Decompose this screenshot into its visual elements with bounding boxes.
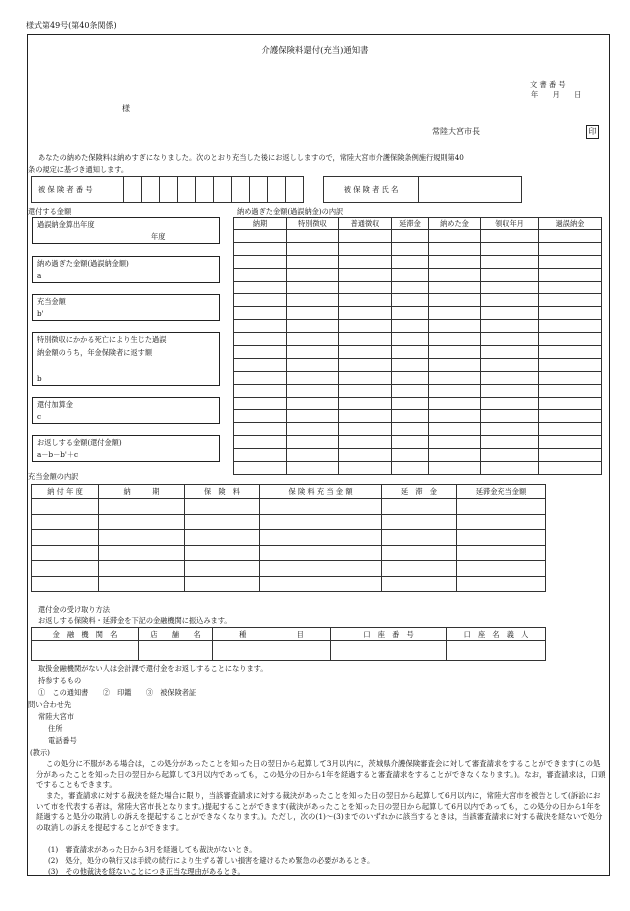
overpaid-cell[interactable] [392, 294, 429, 307]
intro-line-1: あなたの納めた保険料は納めすぎになりました。次のとおり充当した後にお返ししますので，常陸大宮市介護保険条例施行規則第40 [38, 153, 464, 162]
allocation-cell[interactable] [185, 530, 260, 546]
form-id: 様式第49号(第40条関係) [26, 21, 117, 30]
overpaid-cell[interactable] [339, 320, 392, 333]
allocation-cell[interactable] [382, 530, 457, 546]
intro-line-2: 条の規定に基づき通知します。 [28, 165, 129, 174]
insured-name-label: 被 保 険 者 氏 名 [324, 177, 419, 203]
overpaid-cell[interactable] [429, 436, 481, 449]
overpaid-cell[interactable] [481, 423, 539, 436]
overpaid-cell[interactable] [539, 307, 602, 320]
teaching-heading: (教示) [30, 748, 50, 757]
overpaid-cell[interactable] [539, 320, 602, 333]
column-header: 納 期 [99, 485, 185, 499]
lawsuit-paragraph: また，審査請求に対する裁決を経た場合に限り，当該審査請求に対する裁決があったことを知った日の翌日から起算して6月以内に，常陸大宮市を被告として(訴訟において市を代表する者は，常陸大宮市長となります。)提起することができます(裁決があったことを知った日の翌日から起算して6月以内であっても，この処分の日から1年を経過すると処分の取消しの訴えを提起することができなくなります。)。ただし，次の(1)～(3)までのいずれかに該当するときは，当該審査請求に対する裁決を経ないで処分の取消しの訴えを提起することができます。 [36, 791, 603, 832]
branch-name-field[interactable] [139, 641, 213, 661]
insured-number-digit[interactable] [250, 177, 268, 203]
overpaid-cell[interactable] [481, 462, 539, 475]
allocation-cell[interactable] [382, 576, 457, 592]
overpaid-cell[interactable] [481, 281, 539, 294]
issuer: 常陸大宮市長 [432, 127, 480, 136]
overpaid-cell[interactable] [339, 436, 392, 449]
overpaid-cell[interactable] [539, 268, 602, 281]
overpaid-cell[interactable] [234, 397, 287, 410]
overpaid-cell[interactable] [392, 371, 429, 384]
insured-number-digit[interactable] [268, 177, 286, 203]
overpaid-cell[interactable] [539, 346, 602, 359]
overpaid-cell[interactable] [287, 371, 339, 384]
overpaid-cell[interactable] [539, 384, 602, 397]
overpaid-cell[interactable] [392, 281, 429, 294]
column-header: 延 滞 金 [382, 485, 457, 499]
overpaid-cell[interactable] [234, 384, 287, 397]
allocation-cell[interactable] [99, 576, 185, 592]
overpaid-cell[interactable] [234, 294, 287, 307]
overpaid-cell[interactable] [539, 294, 602, 307]
overpaid-cell[interactable] [287, 423, 339, 436]
pension-return-label-1: 特別徴収にかかる死亡により生じた過誤 [37, 335, 167, 344]
overpaid-cell[interactable] [481, 397, 539, 410]
overpaid-cell[interactable] [429, 281, 481, 294]
overpaid-cell[interactable] [481, 255, 539, 268]
overpaid-cell[interactable] [287, 397, 339, 410]
overpaid-cell[interactable] [429, 294, 481, 307]
allocation-cell[interactable] [32, 545, 99, 561]
page-title: 介護保険料還付(充当)通知書 [261, 45, 369, 55]
overpaid-cell[interactable] [234, 307, 287, 320]
overpaid-cell[interactable] [339, 281, 392, 294]
overpaid-cell[interactable] [539, 230, 602, 243]
date-label: 年 月 日 [531, 90, 582, 99]
allocation-cell[interactable] [32, 514, 99, 530]
allocation-cell[interactable] [457, 530, 546, 546]
overpaid-cell[interactable] [481, 230, 539, 243]
overpaid-cell[interactable] [339, 294, 392, 307]
account-number-field[interactable] [331, 641, 447, 661]
overpaid-cell[interactable] [539, 242, 602, 255]
contact-phone: 電話番号 [48, 736, 77, 745]
account-type-field[interactable] [213, 641, 331, 661]
bank-table [31, 627, 546, 661]
overpaid-cell[interactable] [429, 423, 481, 436]
overpaid-cell[interactable] [539, 371, 602, 384]
overpaid-cell[interactable] [429, 230, 481, 243]
column-header: 保 険 料 充 当 金 額 [260, 485, 382, 499]
overpaid-cell[interactable] [339, 230, 392, 243]
receipt-heading: 還付金の受け取り方法 [38, 605, 110, 614]
allocation-cell[interactable] [185, 545, 260, 561]
insured-number-digit[interactable] [232, 177, 250, 203]
overpaid-cell[interactable] [392, 410, 429, 423]
overpaid-cell[interactable] [234, 423, 287, 436]
overpaid-cell[interactable] [234, 410, 287, 423]
overpaid-cell[interactable] [481, 268, 539, 281]
column-header: 店 舗 名 [139, 628, 213, 641]
overpaid-cell[interactable] [339, 268, 392, 281]
allocation-cell[interactable] [457, 576, 546, 592]
allocation-cell[interactable] [185, 576, 260, 592]
allocation-cell[interactable] [260, 576, 382, 592]
allocation-cell[interactable] [99, 499, 185, 515]
condition-1: (1) 審査請求があった日から3月を経過しても裁決がないとき。 [48, 845, 257, 854]
contact-address: 住所 [48, 724, 63, 733]
overpaid-cell[interactable] [339, 358, 392, 371]
contact-heading: 問い合わせ先 [28, 700, 72, 709]
overpaid-cell[interactable] [429, 397, 481, 410]
overpaid-cell[interactable] [429, 320, 481, 333]
column-header: 延滞金充当金額 [457, 485, 546, 499]
overpaid-cell[interactable] [392, 320, 429, 333]
overpaid-cell[interactable] [539, 397, 602, 410]
overpaid-cell[interactable] [339, 410, 392, 423]
insured-number-digit[interactable] [286, 177, 304, 203]
overpaid-cell[interactable] [539, 423, 602, 436]
overpaid-cell[interactable] [287, 281, 339, 294]
overpaid-cell[interactable] [392, 346, 429, 359]
overpaid-cell[interactable] [429, 242, 481, 255]
insured-number-digit[interactable] [178, 177, 196, 203]
overpaid-cell[interactable] [539, 436, 602, 449]
overpaid-cell[interactable] [539, 449, 602, 462]
condition-2: (2) 処分，処分の執行又は手続の続行により生ずる著しい損害を避けるため緊急の必要があるとき。 [48, 856, 375, 865]
overpaid-cell[interactable] [234, 436, 287, 449]
column-header: 普通徴収 [339, 218, 392, 230]
overpaid-cell[interactable] [429, 410, 481, 423]
overpaid-cell[interactable] [339, 346, 392, 359]
insured-number-label: 被 保 険 者 番 号 [32, 177, 124, 203]
overpaid-cell[interactable] [339, 397, 392, 410]
refund-year-label: 過誤納金算出年度 [37, 220, 95, 229]
overpaid-cell[interactable] [339, 333, 392, 346]
overpaid-cell[interactable] [481, 320, 539, 333]
column-header: 延滞金 [392, 218, 429, 230]
overpaid-cell[interactable] [234, 371, 287, 384]
overpaid-cell[interactable] [481, 410, 539, 423]
column-header: 領収年月 [481, 218, 539, 230]
overpaid-cell[interactable] [429, 346, 481, 359]
insured-number-digit[interactable] [142, 177, 160, 203]
overpaid-cell[interactable] [429, 371, 481, 384]
refund-year-box[interactable] [32, 217, 220, 244]
allocation-cell[interactable] [457, 514, 546, 530]
overpaid-cell[interactable] [339, 449, 392, 462]
allocation-cell[interactable] [32, 530, 99, 546]
allocation-cell[interactable] [185, 514, 260, 530]
overpaid-cell[interactable] [287, 333, 339, 346]
overpaid-cell[interactable] [392, 436, 429, 449]
allocation-cell[interactable] [32, 576, 99, 592]
spacer [304, 177, 324, 203]
overpaid-amount-box[interactable] [32, 256, 220, 283]
overpaid-breakdown-heading: 納め過ぎた金額(過誤納金)の内訳 [237, 207, 344, 216]
overpaid-cell[interactable] [287, 230, 339, 243]
pension-return-label-2: 納金額のうち，年金保険者に返す額 [37, 348, 153, 357]
appeal-paragraph: この処分に不服がある場合は，この処分があったことを知った日の翌日から起算して3月以内に，茨城県介護保険審査会に対して審査請求をすることができます(この処分があったことを知った日の翌日から起算して3月以内であっても，この処分の日から1年を経過すると審査請求をすることができなくなります。)。なお，審査請求は，口頭ですることもできます。 [36, 759, 606, 790]
allocation-cell[interactable] [32, 561, 99, 577]
overpaid-cell[interactable] [287, 255, 339, 268]
allocated-amount-box[interactable] [32, 294, 220, 321]
overpaid-cell[interactable] [429, 333, 481, 346]
allocation-table [31, 484, 546, 592]
overpaid-cell[interactable] [481, 436, 539, 449]
overpaid-cell[interactable] [287, 294, 339, 307]
allocation-cell[interactable] [99, 545, 185, 561]
overpaid-cell[interactable] [287, 410, 339, 423]
overpaid-cell[interactable] [339, 307, 392, 320]
allocation-cell[interactable] [99, 514, 185, 530]
doc-number-label: 文 書 番 号 [530, 80, 566, 89]
allocation-cell[interactable] [382, 499, 457, 515]
column-header: 過誤納金 [539, 218, 602, 230]
overpaid-cell[interactable] [287, 449, 339, 462]
allocation-cell[interactable] [382, 514, 457, 530]
column-header: 特別徴収 [287, 218, 339, 230]
addressee-suffix: 様 [122, 104, 130, 113]
column-header: 口 座 番 号 [331, 628, 447, 641]
refund-total-label: お返しする金額(還付金額) [37, 438, 122, 447]
overpaid-cell[interactable] [429, 307, 481, 320]
refund-heading: 還付する金額 [28, 207, 72, 216]
column-header: 納 付 年 度 [32, 485, 99, 499]
overpaid-cell[interactable] [429, 268, 481, 281]
overpaid-cell[interactable] [234, 358, 287, 371]
overpaid-cell[interactable] [392, 255, 429, 268]
overpaid-cell[interactable] [429, 384, 481, 397]
overpaid-cell[interactable] [339, 371, 392, 384]
insured-number-digit[interactable] [124, 177, 142, 203]
overpaid-cell[interactable] [287, 320, 339, 333]
bring-heading: 持参するもの [38, 676, 82, 685]
column-header: 種 目 [213, 628, 331, 641]
refund-total-formula: a－b－b'＋c [37, 450, 79, 459]
column-header: 金 融 機 関 名 [32, 628, 139, 641]
refund-addition-label: 還付加算金 [37, 400, 73, 409]
overpaid-cell[interactable] [287, 307, 339, 320]
overpaid-cell[interactable] [539, 281, 602, 294]
allocation-cell[interactable] [260, 499, 382, 515]
overpaid-cell[interactable] [234, 242, 287, 255]
overpaid-cell[interactable] [339, 423, 392, 436]
allocation-cell[interactable] [382, 561, 457, 577]
overpaid-cell[interactable] [392, 242, 429, 255]
overpaid-cell[interactable] [287, 384, 339, 397]
overpaid-cell[interactable] [481, 371, 539, 384]
overpaid-cell[interactable] [392, 462, 429, 475]
overpaid-amount-symbol: a [37, 271, 42, 280]
refund-addition-symbol: c [37, 412, 42, 421]
overpaid-cell[interactable] [429, 358, 481, 371]
overpaid-cell[interactable] [481, 307, 539, 320]
overpaid-cell[interactable] [339, 255, 392, 268]
overpaid-cell[interactable] [234, 462, 287, 475]
allocation-cell[interactable] [260, 530, 382, 546]
overpaid-cell[interactable] [234, 333, 287, 346]
allocation-cell[interactable] [457, 561, 546, 577]
allocation-cell[interactable] [185, 499, 260, 515]
bank-name-field[interactable] [32, 641, 139, 661]
overpaid-cell[interactable] [539, 358, 602, 371]
overpaid-breakdown-table [233, 217, 602, 475]
overpaid-cell[interactable] [339, 462, 392, 475]
overpaid-cell[interactable] [481, 242, 539, 255]
allocation-heading: 充当金額の内訳 [28, 472, 79, 481]
overpaid-cell[interactable] [481, 384, 539, 397]
column-header: 口 座 名 義 人 [447, 628, 546, 641]
allocation-cell[interactable] [457, 545, 546, 561]
allocation-cell[interactable] [260, 545, 382, 561]
insured-number-digit[interactable] [160, 177, 178, 203]
overpaid-cell[interactable] [392, 384, 429, 397]
overpaid-cell[interactable] [287, 346, 339, 359]
overpaid-cell[interactable] [392, 333, 429, 346]
allocation-cell[interactable] [382, 545, 457, 561]
overpaid-cell[interactable] [392, 397, 429, 410]
overpaid-cell[interactable] [339, 384, 392, 397]
overpaid-cell[interactable] [234, 320, 287, 333]
insured-number-digit[interactable] [196, 177, 214, 203]
seal-mark: 印 [586, 125, 599, 139]
column-header: 納期 [234, 218, 287, 230]
overpaid-cell[interactable] [429, 449, 481, 462]
overpaid-cell[interactable] [481, 294, 539, 307]
allocated-amount-label: 充当金額 [37, 297, 66, 306]
overpaid-cell[interactable] [234, 281, 287, 294]
overpaid-cell[interactable] [287, 242, 339, 255]
bring-items: ① この通知書 ② 印鑑 ③ 被保険者証 [38, 688, 197, 697]
insured-row [31, 176, 522, 203]
pension-return-box[interactable] [32, 332, 220, 386]
insured-name-value[interactable] [419, 177, 522, 203]
account-holder-field[interactable] [447, 641, 546, 661]
column-header: 納めた金 [429, 218, 481, 230]
overpaid-cell[interactable] [481, 346, 539, 359]
allocation-cell[interactable] [32, 499, 99, 515]
no-bank-note: 取扱金融機関がない人は会計課で還付金をお返しすることになります。 [38, 664, 268, 673]
overpaid-cell[interactable] [234, 346, 287, 359]
overpaid-cell[interactable] [392, 423, 429, 436]
allocation-cell[interactable] [457, 499, 546, 515]
receipt-text: お返しする保険料・延滞金を下記の金融機関に振込みます。 [38, 616, 232, 625]
overpaid-cell[interactable] [392, 268, 429, 281]
overpaid-cell[interactable] [234, 268, 287, 281]
insured-number-digit[interactable] [214, 177, 232, 203]
overpaid-cell[interactable] [287, 358, 339, 371]
overpaid-cell[interactable] [339, 242, 392, 255]
overpaid-cell[interactable] [429, 462, 481, 475]
allocation-cell[interactable] [99, 561, 185, 577]
overpaid-cell[interactable] [481, 449, 539, 462]
overpaid-cell[interactable] [481, 358, 539, 371]
overpaid-cell[interactable] [392, 449, 429, 462]
overpaid-cell[interactable] [287, 268, 339, 281]
overpaid-cell[interactable] [287, 462, 339, 475]
refund-year-unit: 年度 [151, 232, 166, 241]
allocation-cell[interactable] [185, 561, 260, 577]
column-header: 保 険 料 [185, 485, 260, 499]
pension-return-symbol: b [37, 374, 42, 383]
overpaid-cell[interactable] [392, 307, 429, 320]
allocation-cell[interactable] [99, 530, 185, 546]
allocation-cell[interactable] [260, 561, 382, 577]
overpaid-cell[interactable] [539, 410, 602, 423]
overpaid-cell[interactable] [392, 358, 429, 371]
allocated-amount-symbol: b' [37, 309, 44, 318]
overpaid-cell[interactable] [234, 449, 287, 462]
contact-city: 常陸大宮市 [38, 712, 74, 721]
overpaid-cell[interactable] [429, 255, 481, 268]
overpaid-cell[interactable] [539, 255, 602, 268]
overpaid-cell[interactable] [234, 230, 287, 243]
overpaid-cell[interactable] [481, 333, 539, 346]
overpaid-cell[interactable] [392, 230, 429, 243]
overpaid-cell[interactable] [539, 333, 602, 346]
refund-total-box[interactable] [32, 435, 220, 462]
overpaid-cell[interactable] [539, 462, 602, 475]
refund-addition-box[interactable] [32, 397, 220, 424]
overpaid-cell[interactable] [234, 255, 287, 268]
allocation-cell[interactable] [260, 514, 382, 530]
condition-3: (3) その他裁決を経ないことにつき正当な理由があるとき。 [48, 867, 245, 876]
overpaid-amount-label: 納め過ぎた金額(過誤納金額) [37, 259, 129, 268]
overpaid-cell[interactable] [287, 436, 339, 449]
